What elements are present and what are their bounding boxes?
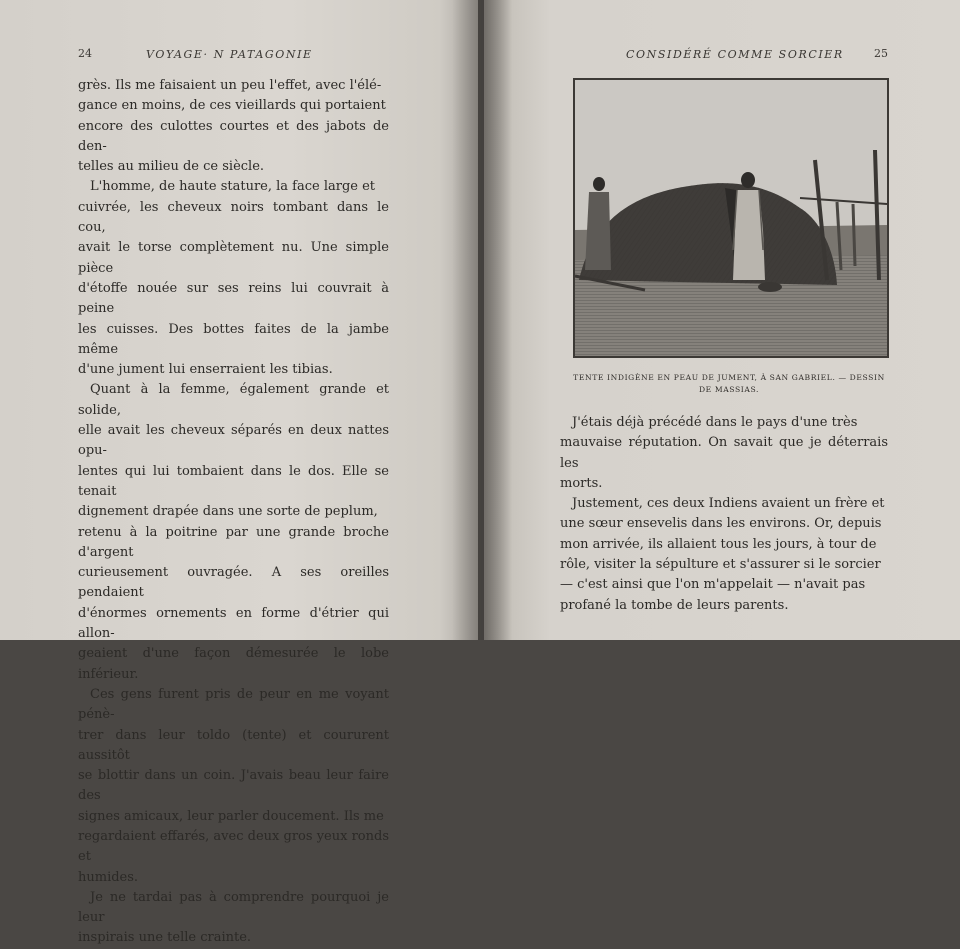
- text-line: cuivrée, les cheveux noirs tombant dans le cou,: [78, 199, 389, 236]
- text-line: retenu à la poitrine par une grande broche d'argent: [78, 524, 389, 560]
- caption-line: DE MASSIAS.: [698, 385, 759, 394]
- text-line: regardaient effarés, avec deux gros yeux ronds et: [78, 828, 389, 865]
- book-gutter: [452, 0, 512, 640]
- text-line: trer dans leur toldo (tente) et coururent aussitôt: [78, 727, 389, 763]
- text-line: morts.: [560, 475, 603, 491]
- left-paragraph-1: [78, 76, 389, 177]
- right-running-head: CONSIDÉRÉ COMME SORCIER: [626, 48, 844, 61]
- right-page-number: 25: [874, 47, 888, 60]
- text-line: les cuisses. Des bottes faites de la jambe même: [78, 321, 389, 357]
- text-line: dignement drapée dans une sorte de peplum,: [78, 504, 378, 520]
- text-line: rôle, visiter la sépulture et s'assurer si le sorcier: [560, 557, 881, 573]
- right-body-text: [560, 413, 888, 616]
- text-line: telles au milieu de ce siècle.: [78, 159, 265, 175]
- text-line: profané la tombe de leurs parents.: [560, 597, 789, 613]
- text-line: encore des culottes courtes et des jabots de den-: [78, 118, 389, 154]
- text-line: grès. Ils me faisaient un peu l'effet, avec l'élé-: [78, 78, 382, 93]
- text-line: geaient d'une façon démesurée le lobe inférieur.: [78, 646, 389, 682]
- text-line: humides.: [78, 869, 139, 885]
- right-page: [484, 0, 960, 640]
- left-page-number: 24: [78, 47, 92, 60]
- right-paragraph-1: [560, 413, 888, 494]
- left-page: [0, 0, 478, 946]
- left-paragraph-5: [78, 888, 389, 949]
- left-paragraph-3: [78, 380, 389, 684]
- text-line: Quant à la femme, également grande et solide,: [78, 382, 389, 418]
- text-line: d'une jument lui enserraient les tibias.: [78, 362, 333, 378]
- text-line: Je ne tardai pas à comprendre pourquoi je leur: [78, 889, 389, 926]
- text-line: se blottir dans un coin. J'avais beau leur faire des: [78, 768, 389, 804]
- text-line: signes amicaux, leur parler doucement. Ils me: [78, 808, 384, 824]
- text-line: gance en moins, de ces vieillards qui portaient: [78, 98, 386, 114]
- text-line: mauvaise réputation. On savait que je déterrais les: [560, 435, 888, 471]
- left-paragraph-2: [78, 177, 389, 380]
- text-line: Justement, ces deux Indiens avaient un frère et: [572, 496, 885, 512]
- text-line: d'énormes ornements en forme d'étrier qui allon-: [78, 605, 389, 642]
- text-line: mon arrivée, ils allaient tous les jours, à tour de: [560, 536, 877, 552]
- text-line: — c'est ainsi que l'on m'appelait — n'avait pas: [560, 577, 866, 593]
- text-line: avait le torse complètement nu. Une simple pièce: [78, 240, 389, 276]
- text-line: inspirais une telle crainte.: [78, 930, 252, 946]
- illustration-tent-icon: [575, 80, 887, 356]
- text-line: lentes qui lui tombaient dans le dos. Elle se tenait: [78, 463, 389, 499]
- text-line: une sœur ensevelis dans les environs. Or, depuis: [560, 516, 882, 532]
- text-line: Ces gens furent pris de peur en me voyant pénè-: [78, 686, 389, 723]
- engraving-illustration: [573, 78, 889, 358]
- left-body-text: [78, 76, 389, 949]
- text-line: L'homme, de haute stature, la face large et: [90, 179, 376, 195]
- right-paragraph-2: [560, 494, 888, 616]
- text-line: J'étais déjà précédé dans le pays d'une très: [572, 415, 858, 430]
- left-paragraph-4: [78, 685, 389, 888]
- text-line: curieusement ouvragée. A ses oreilles pendaient: [78, 565, 389, 601]
- figure-caption: [564, 372, 894, 396]
- text-line: d'étoffe nouée sur ses reins lui couvrait à peine: [78, 280, 389, 317]
- caption-line: TENTE INDIGÈNE EN PEAU DE JUMENT, À SAN GABRIEL. — DESSIN: [573, 373, 885, 382]
- left-running-head: VOYAGE· N PATAGONIE: [146, 48, 313, 61]
- text-line: elle avait les cheveux séparés en deux nattes opu-: [78, 423, 389, 459]
